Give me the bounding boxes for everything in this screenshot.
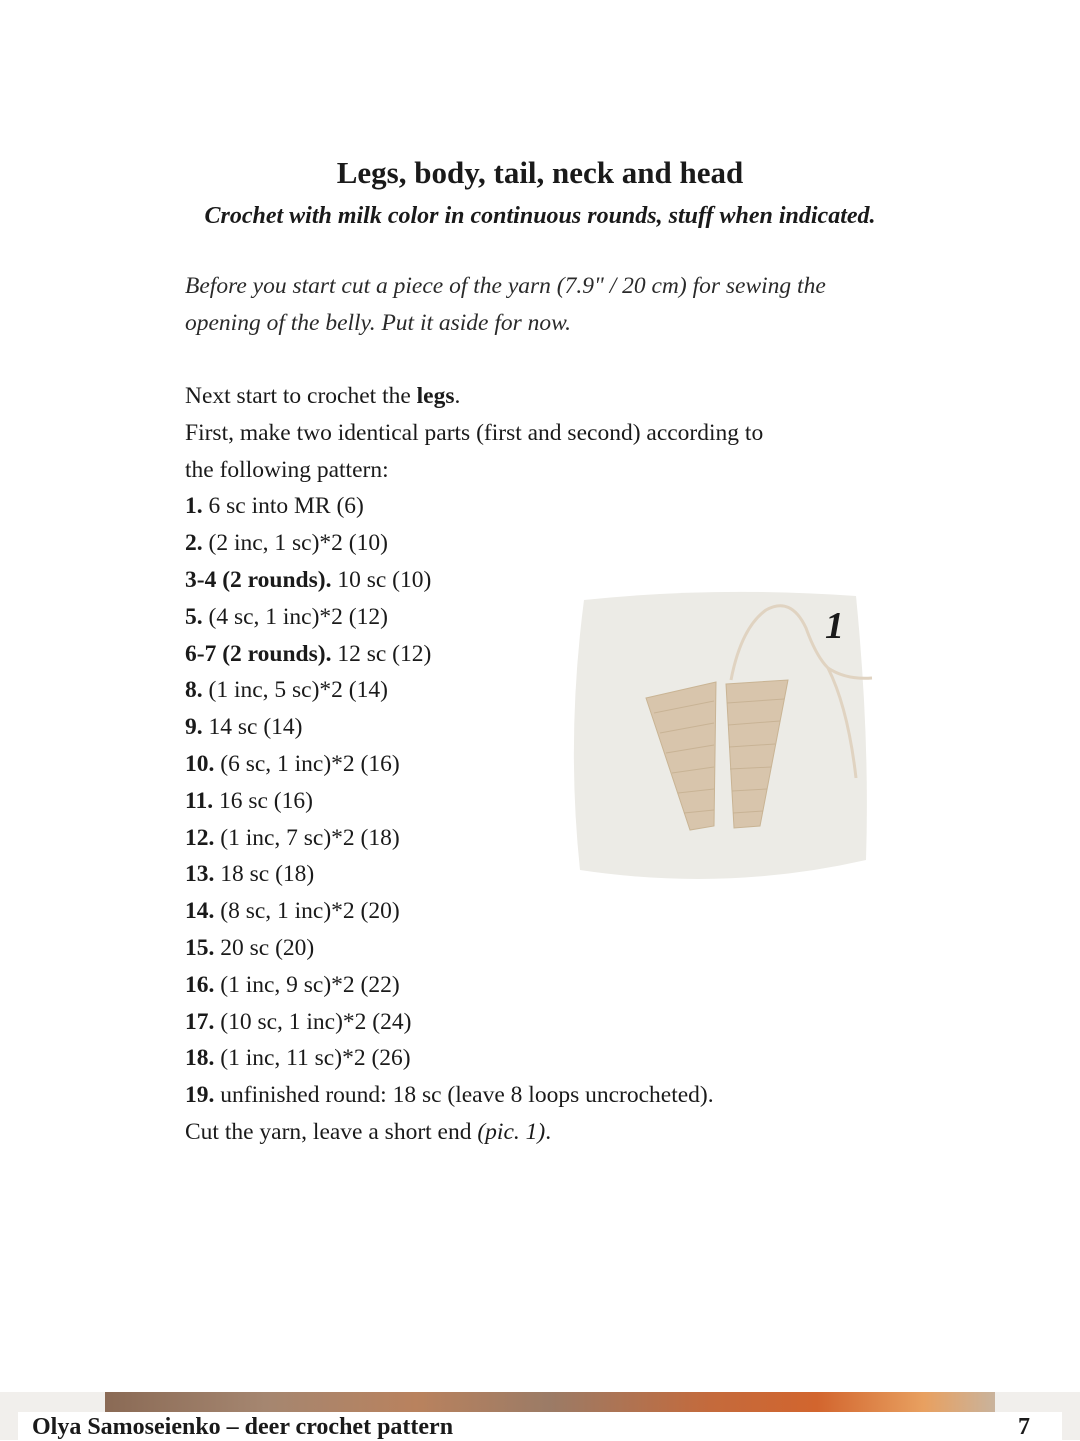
round-number: 18. <box>185 1045 215 1072</box>
round-number: 19. <box>185 1082 215 1109</box>
round-instruction: 12 sc (12) <box>331 640 432 667</box>
round-instruction: (8 sc, 1 inc)*2 (20) <box>214 898 400 925</box>
round-instruction: (1 inc, 11 sc)*2 (26) <box>214 1045 411 1072</box>
round-number: 9. <box>185 714 203 741</box>
round-item <box>185 525 905 562</box>
round-item <box>185 1077 905 1114</box>
legs-desc-line: the following pattern: <box>185 456 389 483</box>
round-number: 12. <box>185 824 215 851</box>
round-item <box>185 967 905 1004</box>
round-item <box>185 893 905 930</box>
round-number: 2. <box>185 530 203 557</box>
intro-line: opening of the belly. Put it aside for now. <box>185 310 571 336</box>
round-item <box>185 1004 905 1041</box>
round-instruction: (10 sc, 1 inc)*2 (24) <box>214 1008 412 1035</box>
round-instruction: (6 sc, 1 inc)*2 (16) <box>214 750 400 777</box>
intro-note <box>185 268 885 342</box>
round-number: 16. <box>185 971 215 998</box>
round-number: 5. <box>185 603 203 630</box>
round-number: 10. <box>185 750 215 777</box>
round-number: 11. <box>185 787 214 814</box>
legs-desc-line: First, make two identical parts (first and second) according to <box>185 419 764 446</box>
round-instruction: (4 sc, 1 inc)*2 (12) <box>202 603 388 630</box>
page-number: 7 <box>1018 1414 1030 1440</box>
round-number: 17. <box>185 1008 215 1035</box>
round-number: 8. <box>185 677 203 704</box>
round-instruction: 20 sc (20) <box>214 934 315 961</box>
intro-line: Before you start cut a piece of the yarn (7.9" / 20 cm) for sewing the <box>185 273 826 299</box>
page-title: Legs, body, tail, neck and head <box>336 155 744 190</box>
footer-photo-strip <box>105 1392 995 1412</box>
round-instruction: unfinished round: 18 sc (leave 8 loops uncrocheted). <box>214 1082 714 1109</box>
round-number: 1. <box>185 493 203 520</box>
round-item <box>185 930 905 967</box>
round-instruction: 6 sc into MR (6) <box>202 493 364 520</box>
round-item <box>185 488 905 525</box>
footer-title: Olya Samoseienko – deer crochet pattern <box>32 1414 454 1440</box>
round-number: 3-4 (2 rounds). <box>185 566 332 593</box>
round-number: 14. <box>185 898 215 925</box>
legs-photo <box>566 588 874 888</box>
round-number: 13. <box>185 861 215 888</box>
round-item <box>185 1040 905 1077</box>
closing-line: Cut the yarn, leave a short end (pic. 1). <box>185 1118 552 1145</box>
round-instruction: (1 inc, 7 sc)*2 (18) <box>214 824 400 851</box>
photo-background <box>574 592 867 879</box>
round-instruction: (1 inc, 9 sc)*2 (22) <box>214 971 400 998</box>
round-instruction: (1 inc, 5 sc)*2 (14) <box>202 677 388 704</box>
photo-label: 1 <box>825 605 844 647</box>
round-instruction: 10 sc (10) <box>331 566 432 593</box>
round-number: 6-7 (2 rounds). <box>185 640 332 667</box>
round-instruction: 16 sc (16) <box>213 787 313 814</box>
legs-intro: Next start to crochet the legs. <box>185 383 461 409</box>
page-subtitle: Crochet with milk color in continuous rounds, stuff when indicated. <box>204 203 876 229</box>
round-instruction: 14 sc (14) <box>202 714 303 741</box>
round-instruction: (2 inc, 1 sc)*2 (10) <box>202 530 388 557</box>
round-instruction: 18 sc (18) <box>214 861 315 888</box>
round-number: 15. <box>185 934 215 961</box>
